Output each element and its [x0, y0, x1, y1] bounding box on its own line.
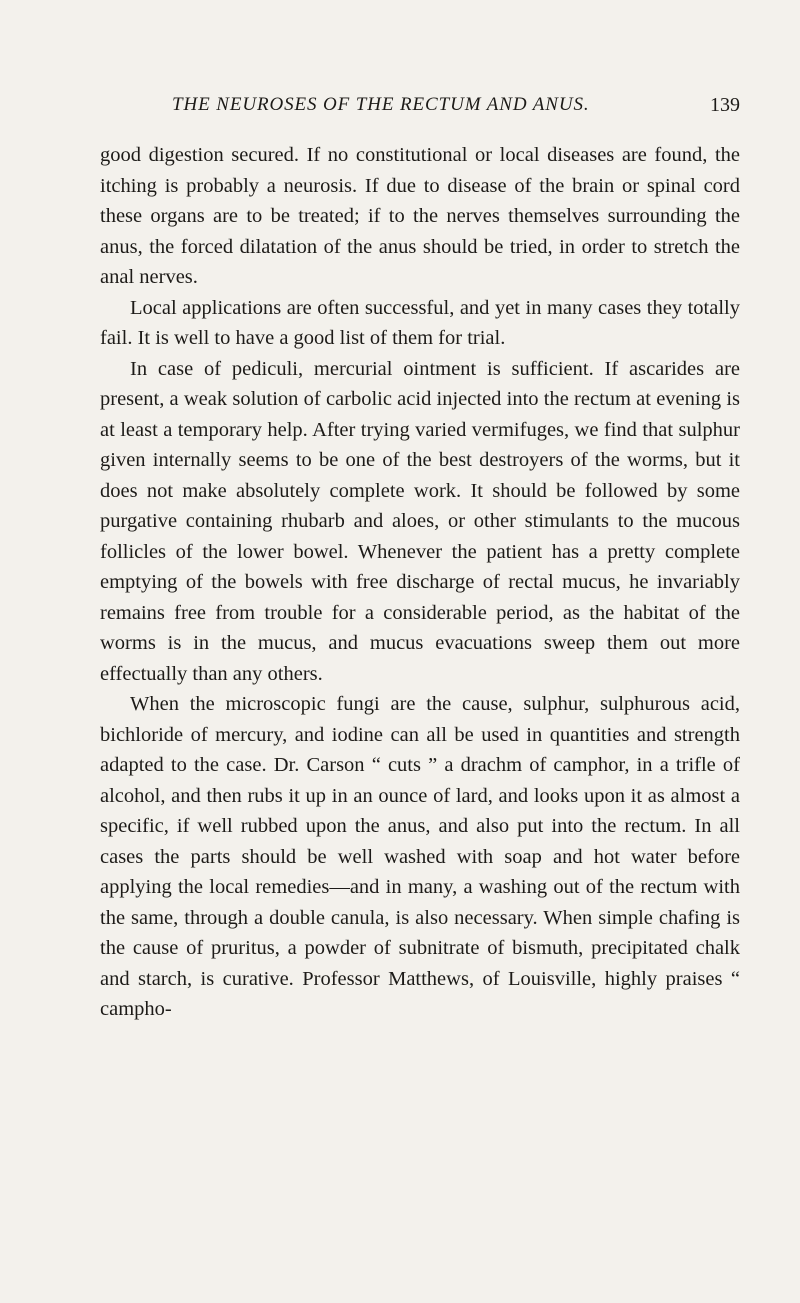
- page-number: 139: [710, 94, 740, 116]
- body-text: [100, 140, 740, 1025]
- paragraph-continued: good digestion secured. If no constitutional or local diseases are found, the itching is probably a neurosis. If due to disease of the brain or spinal cord these organs are to be treated; if to the nerves themselves surrounding the anus, the forced dilatation of the anus should be tried, in order to stretch the anal nerves.: [100, 144, 740, 288]
- paragraph-local-applications: Local applications are often successful, and yet in many cases they totally fail. It is well to have a good list of them for trial.: [100, 296, 740, 349]
- paragraph-pediculi-ascarides: In case of pediculi, mercurial ointment is sufficient. If ascarides are present, a weak solution of carbolic acid injected into the rectum at evening is at least a temporary help. After trying varied vermifuges, we find that sulphur given internally seems to be one of the best destroyers of the worms, but it does not make absolutely complete work. It should be followed by some purgative containing rhubarb and aloes, or other stimulants to the mucous follicles of the lower bowel. Whenever the patient has a pretty complete emptying of the bowels with free discharge of rectal mucus, he invariably remains free from trouble for a considerable period, as the habitat of the worms is in the mucus, and mucus evacuations sweep them out more effectually than any others.: [100, 357, 740, 685]
- running-header: [100, 94, 740, 122]
- paragraph-microscopic-fungi: When the microscopic fungi are the cause, sulphur, sulphurous acid, bichloride of mercury, and iodine can all be used in quantities and strength adapted to the case. Dr. Carson “ cuts ” a drachm of camphor, in a trifle of alcohol, and then rubs it up in an ounce of lard, and looks upon it as almost a specific, if well rubbed upon the anus, and also put into the rectum. In all cases the parts should be well washed with soap and hot water before applying the local remedies—and in many, a washing out of the rectum with the same, through a double canula, is also necessary. When simple chafing is the cause of pruritus, a powder of subnitrate of bismuth, precipitated chalk and starch, is curative. Professor Matthews, of Louisville, highly praises “ campho-: [100, 693, 740, 1020]
- header-title: THE NEUROSES OF THE RECTUM AND ANUS.: [172, 94, 590, 115]
